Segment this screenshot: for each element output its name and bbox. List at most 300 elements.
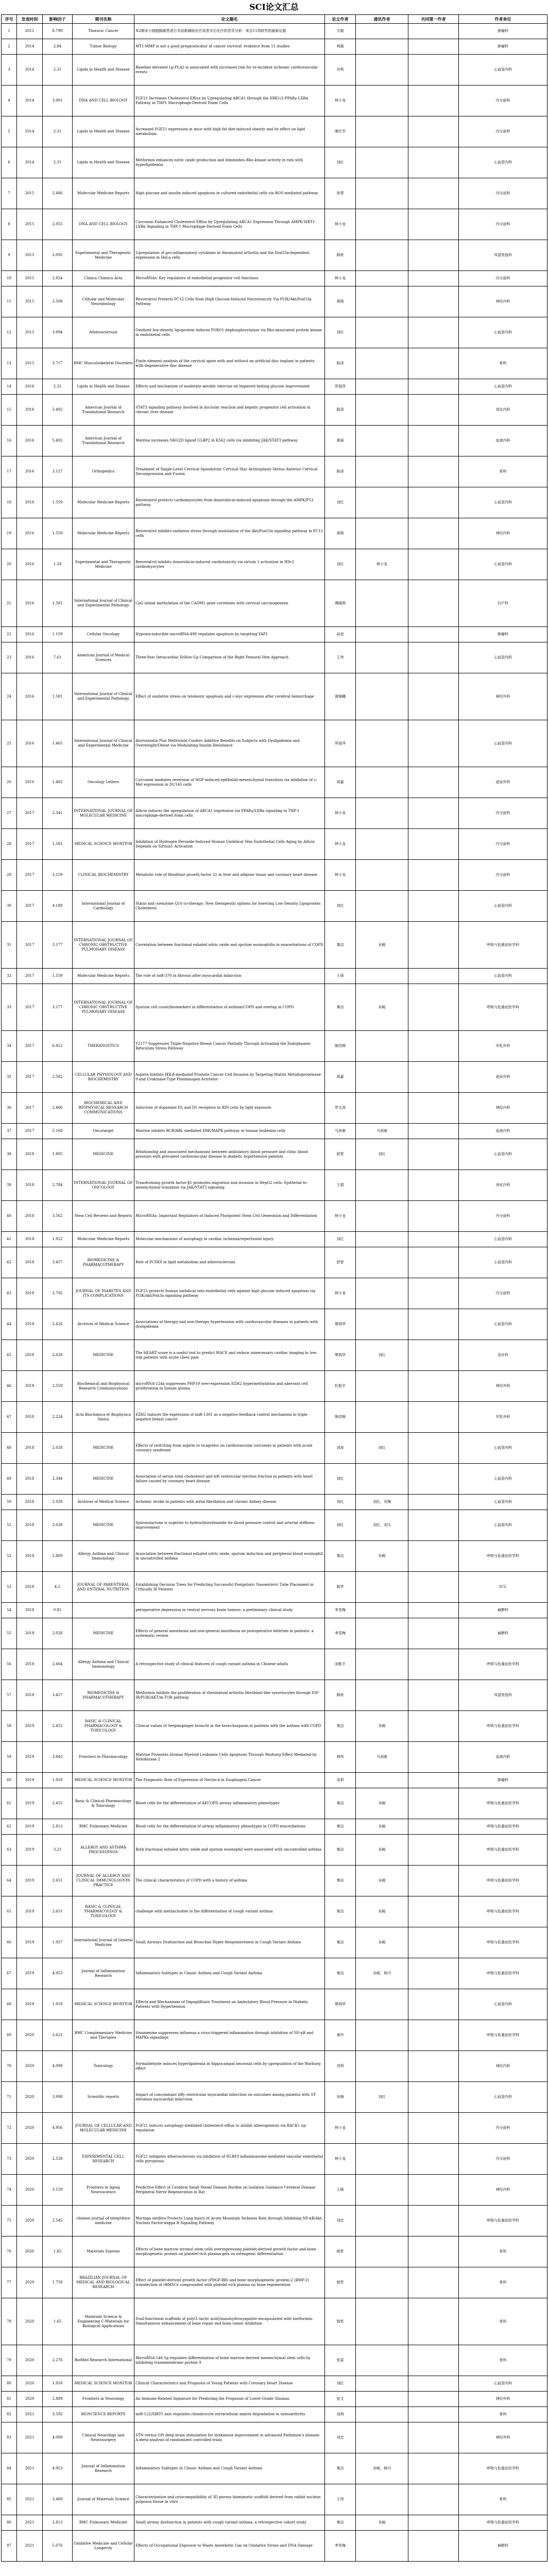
paper-title-cell: Establishing Decision Trees for Predicting Successful Postpyloric Nasoenteric Tube Placement in Critically Ill Patients: [134, 1572, 325, 1603]
journal-cell: BIOMEDICINE & PHARMACOTHERAPY: [73, 1680, 134, 1711]
table-row: [2, 1649, 547, 1680]
co-first-author-cell: [408, 1510, 459, 1541]
corresponding-author-cell: 刘红: [356, 2082, 408, 2113]
paper-title-cell: The clinical characteristics of COPD with a history of asthma: [134, 1866, 325, 1896]
corresponding-author-cell: [356, 767, 408, 798]
corresponding-author-cell: [356, 2345, 408, 2376]
year-cell: 2017: [17, 1124, 43, 1139]
paper-title-cell: Molecular mechanisms of autophagy in cardiac ischemia/reperfusion injury: [134, 1232, 325, 1247]
year-cell: 2019: [17, 1958, 43, 1989]
table-row: [2, 1124, 547, 1139]
journal-cell: MEDICINE: [73, 1139, 134, 1170]
impact-factor-cell: 4.953: [43, 1958, 73, 1989]
row-index-cell: 57: [2, 1680, 17, 1711]
corresponding-author-cell: 刘红: [356, 1433, 408, 1464]
impact-factor-cell: 3.562: [43, 1201, 73, 1232]
author-cell: 林伟: [325, 1742, 356, 1773]
corresponding-author-cell: [356, 642, 408, 673]
co-first-author-cell: [408, 426, 459, 456]
header-cell: 论文题名: [134, 15, 325, 24]
author-cell: 胡杨: [325, 286, 356, 317]
author-cell: 秦洁: [325, 1927, 356, 1958]
journal-cell: Frontiers in Aging Neuroscience: [73, 2175, 134, 2206]
author-cell: 秦洁: [325, 2515, 356, 2531]
year-cell: 2020: [17, 2144, 43, 2175]
journal-cell: Molecular Medicine Reports: [73, 487, 134, 518]
corresponding-author-cell: [356, 2298, 408, 2345]
table-row: [2, 24, 547, 39]
corresponding-author-cell: 吴峻: [356, 1927, 408, 1958]
department-cell: 骨科: [459, 456, 547, 487]
year-cell: 2021: [17, 2422, 43, 2453]
co-first-author-cell: [408, 1896, 459, 1927]
corresponding-author-cell: [356, 116, 408, 147]
table-row: [2, 1896, 547, 1927]
corresponding-author-cell: [356, 829, 408, 860]
year-cell: 2016: [17, 487, 43, 518]
co-first-author-cell: [408, 24, 459, 39]
department-cell: 泌尿外科: [459, 767, 547, 798]
journal-cell: Molecular Medicine Reports: [73, 1232, 134, 1247]
author-cell: 杨哲: [325, 2267, 356, 2298]
department-cell: 内分泌科: [459, 116, 547, 147]
department-cell: 急诊科: [459, 1340, 547, 1371]
journal-cell: CELLULAR PHYSIOLOGY AND BIOCHEMISTRY: [73, 1062, 134, 1093]
impact-factor-cell: 2.426: [43, 1309, 73, 1340]
paper-title-cell: FGF21 Increases Cholesterol Efflux by Upregulating ABCA1 through the ERK1/2-PPARγ-LXRα Pathway in THP1 Macrophage-Derived Foam Cells: [134, 86, 325, 116]
impact-factor-cell: 2.452: [43, 1711, 73, 1742]
corresponding-author-cell: [356, 86, 408, 116]
author-cell: 李雪梅: [325, 1618, 356, 1649]
department-cell: 心血管内科: [459, 969, 547, 984]
author-cell: 刘红: [325, 147, 356, 178]
author-cell: 刘红: [325, 1495, 356, 1510]
co-first-author-cell: [408, 1278, 459, 1309]
author-cell: 杜振宇: [325, 1371, 356, 1402]
department-cell: 呼吸与危重症医学科: [459, 1649, 547, 1680]
impact-factor-cell: 4.089: [43, 2422, 73, 2453]
corresponding-author-cell: [356, 2175, 408, 2206]
co-first-author-cell: [408, 1464, 459, 1495]
impact-factor-cell: 2.31: [43, 379, 73, 395]
year-cell: 2019: [17, 1711, 43, 1742]
table-row: [2, 1232, 547, 1247]
year-cell: 2014: [17, 86, 43, 116]
table-row: [2, 426, 547, 456]
row-index-cell: 42: [2, 1247, 17, 1278]
impact-factor-cell: 4.953: [43, 2453, 73, 2484]
paper-title-cell: Relationship and associated mechanisms between ambulatory blood pressure and clinic blood pressure with prevalent cardiovascular disease in diabetic hypertensive patients: [134, 1139, 325, 1170]
department-cell: 呼吸与危重症医学科: [459, 1896, 547, 1927]
corresponding-author-cell: [356, 240, 408, 271]
impact-factor-cell: 6.812: [43, 1031, 73, 1062]
department-cell: 心血管内科: [459, 1989, 547, 2020]
co-first-author-cell: [408, 2422, 459, 2453]
row-index-cell: 55: [2, 1618, 17, 1649]
row-index-cell: 82: [2, 2407, 17, 2422]
impact-factor-cell: 2.486: [43, 178, 73, 209]
paper-title-cell: FGF21 protects human umbilical vein endothelial cells against high glucose induced apoptosis via PI3K/Akt/Fox3a signaling pathway: [134, 1278, 325, 1309]
corresponding-author-cell: [356, 2422, 408, 2453]
table-row: [2, 891, 547, 922]
impact-factor-cell: 3.177: [43, 922, 73, 969]
row-index-cell: 1: [2, 24, 17, 39]
row-index-cell: 74: [2, 2175, 17, 2206]
paper-title-cell: Dual-functional scaffolds of poly(L-lactic acid)/nanohydroxyapatite encapsulated with metformin: Simultaneous enhancement of bone repair and bone tumor inhibition: [134, 2298, 325, 2345]
paper-title-cell: Small airway dysfunction in patients with cough variant asthma: a retrospective cohort study: [134, 2515, 325, 2531]
impact-factor-cell: 8.799: [43, 24, 73, 39]
year-cell: 2018: [17, 1433, 43, 1464]
corresponding-author-cell: [356, 209, 408, 240]
impact-factor-cell: 1.759: [43, 2267, 73, 2298]
department-cell: 肿瘤科: [459, 39, 547, 55]
journal-cell: Scientific reports: [73, 2082, 134, 2113]
co-first-author-cell: [408, 580, 459, 627]
row-index-cell: 7: [2, 178, 17, 209]
author-cell: 刘红: [325, 487, 356, 518]
impact-factor-cell: 1.559: [43, 487, 73, 518]
row-index-cell: 36: [2, 1093, 17, 1124]
corresponding-author-cell: 马剑豪: [356, 1742, 408, 1773]
journal-cell: MEDICAL SCIENCE MONITOR: [73, 1773, 134, 1788]
journal-cell: CLINICAL BIOCHEMISTRY: [73, 860, 134, 891]
journal-cell: EXPERIMENTAL CELL RESEARCH: [73, 2144, 134, 2175]
impact-factor-cell: 5.168: [43, 1124, 73, 1139]
department-cell: 心血管内科: [459, 1510, 547, 1541]
co-first-author-cell: [408, 2082, 459, 2113]
paper-title-cell: Statin and coenzyme Q10 co-therapy: New therapeutic options for lowering Low-Density Lipoprotein Cholesterol: [134, 891, 325, 922]
impact-factor-cell: 2.224: [43, 1402, 73, 1433]
impact-factor-cell: 4.2: [43, 1572, 73, 1603]
journal-cell: Molecular Medicine Reports: [73, 518, 134, 549]
corresponding-author-cell: [356, 673, 408, 720]
author-cell: 张雷: [325, 2345, 356, 2376]
co-first-author-cell: [408, 2175, 459, 2206]
table-row: [2, 348, 547, 379]
year-cell: 2018: [17, 1464, 43, 1495]
row-index-cell: 9: [2, 240, 17, 271]
department-cell: 内分泌科: [459, 798, 547, 829]
journal-cell: BASIC & CLINICAL PHARMACOLOGY & TOXICOLOGY: [73, 1896, 134, 1927]
row-index-cell: 16: [2, 426, 17, 456]
paper-title-cell: Atorvastatin Plus Metformin Confers Additive Benefits on Subjects with Dyslipidemia and Overweight/Obese via Modulating Insulin Resistance: [134, 720, 325, 767]
impact-factor-cell: 2.028: [43, 1618, 73, 1649]
row-index-cell: 64: [2, 1866, 17, 1896]
impact-factor-cell: 3.489: [43, 2484, 73, 2515]
journal-cell: Thoracic Cancer: [73, 24, 134, 39]
table-row: [2, 1170, 547, 1201]
paper-title-cell: Y2177 Suppresses Triple-Negative Breast Cancer Partially Through Activating the Endoplasmic Reticulum Stress Pathway: [134, 1031, 325, 1062]
journal-cell: MEDICINE: [73, 1510, 134, 1541]
paper-title-cell: Effects of general anesthesia and non-general anesthesia on postoperative delirium in patients: a systematic review: [134, 1618, 325, 1649]
author-cell: 胡嘉: [325, 1062, 356, 1093]
journal-cell: Oxidative Medicine and Cellular Longevity: [73, 2531, 134, 2562]
table-row: [2, 1541, 547, 1572]
author-cell: 谭晓燕: [325, 580, 356, 627]
journal-cell: JOURNAL OF PARENTERAL AND ENTERAL NUTRITION: [73, 1572, 134, 1603]
table-row: [2, 395, 547, 426]
paper-title-cell: Resveratrol Protects PC12 Cells from High Glucose-Induced Neurotoxicity Via PI3K/Akt/FoxO3a Pathway: [134, 286, 325, 317]
impact-factor-cell: 2.341: [43, 798, 73, 829]
co-first-author-cell: [408, 1835, 459, 1866]
impact-factor-cell: 3.592: [43, 2407, 73, 2422]
table-row: [2, 518, 547, 549]
co-first-author-cell: [408, 271, 459, 286]
journal-cell: BioMed Research International: [73, 2345, 134, 2376]
impact-factor-cell: 2.028: [43, 1433, 73, 1464]
department-cell: 呼吸与危重症医学科: [459, 984, 547, 1031]
year-cell: 2021: [17, 2407, 43, 2422]
year-cell: 2017: [17, 798, 43, 829]
paper-title-cell: Baseline elevated Lp-PLA2 is associated with increased risk for re-incident ischemic cardiovascular events: [134, 55, 325, 86]
row-index-cell: 3: [2, 55, 17, 86]
corresponding-author-cell: [356, 1402, 408, 1433]
year-cell: 2021: [17, 2531, 43, 2562]
co-first-author-cell: [408, 379, 459, 395]
co-first-author-cell: [408, 2484, 459, 2515]
table-row: [2, 1958, 547, 1989]
department-cell: 内分泌科: [459, 2113, 547, 2144]
department-cell: 甲乳外科: [459, 1031, 547, 1062]
paper-title-cell: Resveratrol inhibits oxidative stress through modulation of the Akt/FoxO3a signaling pathway in PC12 cells: [134, 518, 325, 549]
table-row: [2, 240, 547, 271]
journal-cell: ALLERGY AND ASTHMA PROCEEDINGS: [73, 1835, 134, 1866]
department-cell: 呼吸与危重症医学科: [459, 1711, 547, 1742]
author-cell: 胡嘉: [325, 767, 356, 798]
table-row: [2, 1788, 547, 1819]
table-row: [2, 1062, 547, 1093]
journal-cell: INTERNATIONAL JOURNAL OF ONCOLOGY: [73, 1170, 134, 1201]
co-first-author-cell: [408, 1371, 459, 1402]
impact-factor-cell: 2.055: [43, 209, 73, 240]
author-cell: 秦洁: [325, 1835, 356, 1866]
co-first-author-cell: [408, 1495, 459, 1510]
table-row: [2, 147, 547, 178]
year-cell: 2017: [17, 922, 43, 969]
paper-title-cell: Transforming growth factor-β1 promotes migration and invasion in HepG2 cells: Epithelial-to-mesenchymal transition via JAK/STAT3 signaling: [134, 1170, 325, 1201]
co-first-author-cell: [408, 767, 459, 798]
year-cell: 2017: [17, 1062, 43, 1093]
co-first-author-cell: [408, 2392, 459, 2407]
corresponding-author-cell: [356, 426, 408, 456]
corresponding-author-cell: [356, 1464, 408, 1495]
paper-title-cell: Blood cells for the differentiation of airway inflammatory phenotypes in COPD exacerbations: [134, 1819, 325, 1835]
journal-cell: MEDICAL SCIENCE MONITOR: [73, 2376, 134, 2392]
journal-cell: Toxicology: [73, 2051, 134, 2082]
department-cell: 心血管内科: [459, 549, 547, 580]
impact-factor-cell: 2.651: [43, 1866, 73, 1896]
table-row: [2, 1510, 547, 1541]
header-cell: 序号: [2, 15, 17, 24]
table-row: [2, 2082, 547, 2113]
department-cell: 神经外科: [459, 1371, 547, 1402]
corresponding-author-cell: [356, 348, 408, 379]
paper-title-cell: Effect of platelet-derived growth factor (PDGF-BB) and bone morphogenetic protein-2 (BMP-2) transfection of rBMSCs compounded with platelet-rich plasma on bone regeneration: [134, 2267, 325, 2298]
paper-title-cell: perioperative depression in central nervous brain tumors: a preliminary clinical study: [134, 1603, 325, 1618]
department-cell: 呼吸与危重症医学科: [459, 2515, 547, 2531]
paper-title-cell: Sputum cell count/biomarkers in differentiation of asthma/COPD and overlap in COPD: [134, 984, 325, 1031]
row-index-cell: 23: [2, 642, 17, 673]
paper-title-cell: Metabolic role of fibroblast growth factor 21 in liver and adipose tissue and coronary heart disease: [134, 860, 325, 891]
impact-factor-cell: 5.076: [43, 2531, 73, 2562]
paper-title-cell: Effects of switching from aspirin to ticagrelor on cardiovascular outcomes in patients with acute coronary syndrome: [134, 1433, 325, 1464]
year-cell: 2018: [17, 1495, 43, 1510]
co-first-author-cell: [408, 1603, 459, 1618]
paper-title-cell: Metformin enhances nitric oxide production and diminishes Rho kinase activity in rats with hyperlipidemia: [134, 147, 325, 178]
year-cell: 2014: [17, 39, 43, 55]
journal-cell: INTERNATIONAL JOURNAL OF MOLECULAR MEDICINE: [73, 798, 134, 829]
journal-cell: MEDICINE: [73, 1340, 134, 1371]
paper-title-cell: Both fractional exhaled nitric oxide and sputum eosinophil were associated with uncontrolled asthma: [134, 1835, 325, 1866]
journal-cell: BMC Musculoskeletal Disorders: [73, 348, 134, 379]
row-index-cell: 27: [2, 798, 17, 829]
row-index-cell: 21: [2, 580, 17, 627]
year-cell: 2012: [17, 24, 43, 39]
year-cell: 2020: [17, 2206, 43, 2236]
table-row: [2, 1927, 547, 1958]
row-index-cell: 13: [2, 348, 17, 379]
year-cell: 2020: [17, 2020, 43, 2051]
journal-cell: Molecular Medicine Reports: [73, 178, 134, 209]
table-row: [2, 549, 547, 580]
journal-cell: Journal of Materials Science: [73, 2484, 134, 2515]
department-cell: 血液内科: [459, 1742, 547, 1773]
row-index-cell: 56: [2, 1649, 17, 1680]
paper-title-cell: Ischemic stroke in patients with atrial fibrillation and chronic kidney disease: [134, 1495, 325, 1510]
paper-title-cell: Aspirin Inhibits IKK-β-mediated Prostate Cancer Cell Invasion by Targeting Matrix Metalloproteinase-9 and Urokinase-Type Plasminogen Activator: [134, 1062, 325, 1093]
journal-cell: Biochemical and Biophysical Research Communications: [73, 1371, 134, 1402]
co-first-author-cell: [408, 1433, 459, 1464]
year-cell: 2015: [17, 348, 43, 379]
journal-cell: MEDICAL SCIENCE MONITOR: [73, 1989, 134, 2020]
co-first-author-cell: [408, 2144, 459, 2175]
department-cell: 内分泌科: [459, 1278, 547, 1309]
year-cell: 2015: [17, 178, 43, 209]
co-first-author-cell: [408, 2236, 459, 2267]
author-cell: 秦洁: [325, 1958, 356, 1989]
corresponding-author-cell: [356, 456, 408, 487]
table-header-row: [2, 15, 547, 24]
co-first-author-cell: [408, 2020, 459, 2051]
paper-title-cell: Association between fractional exhaled nitric oxide, sputum induction and peripheral blood eosinophil in uncontrolled asthma: [134, 1541, 325, 1572]
department-cell: 心血管内科: [459, 642, 547, 673]
author-cell: 秦洁: [325, 1788, 356, 1819]
row-index-cell: 24: [2, 673, 17, 720]
journal-cell: American Journal of Translational Research: [73, 426, 134, 456]
author-cell: 秦洁: [325, 1896, 356, 1927]
journal-cell: BIOSCIENCE REPORTS: [73, 2407, 134, 2422]
co-first-author-cell: [408, 1124, 459, 1139]
row-index-cell: 5: [2, 116, 17, 147]
row-index-cell: 46: [2, 1371, 17, 1402]
row-index-cell: 71: [2, 2082, 17, 2113]
impact-factor-cell: 3.159: [43, 2175, 73, 2206]
table-row: [2, 487, 547, 518]
author-cell: 林小龙: [325, 209, 356, 240]
corresponding-author-cell: [356, 2531, 408, 2562]
impact-factor-cell: 1.927: [43, 1927, 73, 1958]
department-cell: 心血管内科: [459, 720, 547, 767]
department-cell: 风湿免疫科: [459, 1680, 547, 1711]
table-row: [2, 2515, 547, 2531]
year-cell: 2017: [17, 829, 43, 860]
author-cell: 刘波: [325, 1433, 356, 1464]
author-cell: 林小龙: [325, 2144, 356, 2175]
co-first-author-cell: [408, 1340, 459, 1371]
co-first-author-cell: [408, 1927, 459, 1958]
corresponding-author-cell: 吴峻: [356, 1788, 408, 1819]
department-cell: 神经内科: [459, 286, 547, 317]
corresponding-author-cell: [356, 1170, 408, 1201]
journal-cell: International Journal of Clinical and Experimental Medicine: [73, 720, 134, 767]
impact-factor-cell: 3.845: [43, 1742, 73, 1773]
year-cell: 2018: [17, 1510, 43, 1541]
co-first-author-cell: [408, 984, 459, 1031]
year-cell: 2018: [17, 1247, 43, 1278]
impact-factor-cell: 4.189: [43, 891, 73, 922]
corresponding-author-cell: [356, 1278, 408, 1309]
department-cell: 神经外科: [459, 2392, 547, 2407]
department-cell: 心血管内科: [459, 317, 547, 348]
paper-title-cell: Sinomenine suppresses influenza a virus-triggered inflammation through inhibition of NF-κB and MAPKs signalings: [134, 2020, 325, 2051]
table-row: [2, 1433, 547, 1464]
impact-factor-cell: 2.276: [43, 2345, 73, 2376]
co-first-author-cell: [408, 627, 459, 642]
author-cell: 林小龙: [325, 86, 356, 116]
year-cell: 2020: [17, 2345, 43, 2376]
year-cell: 2016: [17, 456, 43, 487]
co-first-author-cell: [408, 178, 459, 209]
co-first-author-cell: [408, 1541, 459, 1572]
table-row: [2, 1139, 547, 1170]
journal-cell: Cellular and Molecular Neurobiology: [73, 286, 134, 317]
impact-factor-cell: 3.457: [43, 1247, 73, 1278]
author-cell: 舒智: [325, 1247, 356, 1278]
department-cell: 心血管内科: [459, 487, 547, 518]
year-cell: 2018: [17, 1402, 43, 1433]
paper-title-cell: challenge with methacholine in the differentiation of cough variant asthma: [134, 1896, 325, 1927]
row-index-cell: 62: [2, 1819, 17, 1835]
author-cell: 黄锦曦: [325, 673, 356, 720]
department-cell: 肿瘤科: [459, 24, 547, 39]
author-cell: 秦洁: [325, 1541, 356, 1572]
year-cell: 2020: [17, 2113, 43, 2144]
corresponding-author-cell: 吴峻: [356, 1819, 408, 1835]
co-first-author-cell: [408, 798, 459, 829]
table-row: [2, 2206, 547, 2236]
corresponding-author-cell: [356, 2376, 408, 2392]
paper-title-cell: Metformin inhibits the proliferation of rheumatoid arthritis fibroblast-like synoviocytes through IGF-IR/PI3K/AKT/m-TOR pathway: [134, 1680, 325, 1711]
corresponding-author-cell: [356, 720, 408, 767]
year-cell: 2016: [17, 518, 43, 549]
corresponding-author-cell: [356, 271, 408, 286]
impact-factor-cell: 1.559: [43, 518, 73, 549]
impact-factor-cell: 3.177: [43, 984, 73, 1031]
department-cell: 内分泌科: [459, 829, 547, 860]
row-index-cell: 45: [2, 1340, 17, 1371]
journal-cell: MEDICINE: [73, 1618, 134, 1649]
year-cell: 2018: [17, 1541, 43, 1572]
co-first-author-cell: [408, 2453, 459, 2484]
impact-factor-cell: 2.651: [43, 1896, 73, 1927]
author-cell: 邓莉: [325, 1773, 356, 1788]
journal-cell: JOURNAL OF CELLULAR AND MOLECULAR MEDICINE: [73, 2113, 134, 2144]
row-index-cell: 84: [2, 2453, 17, 2484]
corresponding-author-cell: [356, 1649, 408, 1680]
row-index-cell: 65: [2, 1896, 17, 1927]
corresponding-author-cell: 吴峻，杨丹: [356, 2453, 408, 2484]
paper-title-cell: Upregulation of pro-inflammatory cytokines in rheumatoid arthritis and the FoxO3a-dependent expression in HeLa cells: [134, 240, 325, 271]
